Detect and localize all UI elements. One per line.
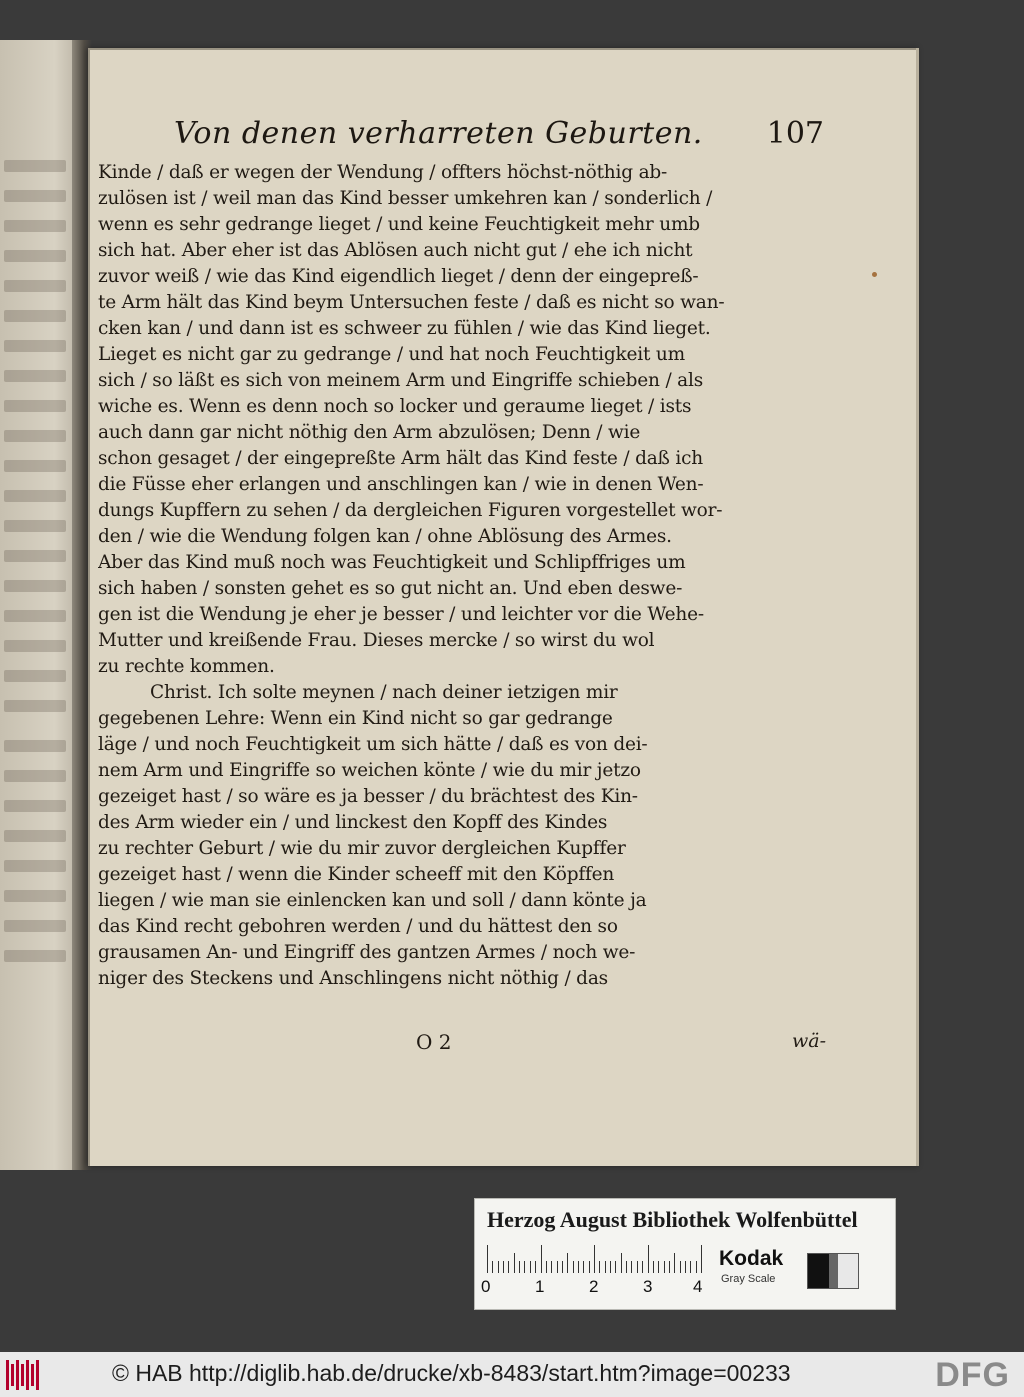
ruler-tick [583, 1261, 584, 1273]
ruler-tick [669, 1261, 670, 1273]
ruler-number: 4 [693, 1277, 703, 1296]
ruler-tick [535, 1261, 536, 1273]
text-line: die Füsse eher erlangen und anschlingen kan / wie in denen Wen- [98, 474, 704, 495]
ruler-tick [637, 1261, 638, 1273]
ruler-tick [664, 1261, 665, 1273]
ruler-tick [578, 1261, 579, 1273]
text-line: zulösen ist / weil man das Kind besser umkehren kan / sonderlich / [98, 188, 713, 209]
paper-spot [872, 272, 877, 277]
text-line: des Arm wieder ein / und linckest den Kopff des Kindes [98, 812, 608, 833]
ruler-number: 1 [535, 1277, 545, 1296]
ruler-tick [685, 1261, 686, 1273]
ruler-tick [653, 1261, 654, 1273]
text-line: cken kan / und dann ist es schweer zu fühlen / wie das Kind lieget. [98, 318, 711, 339]
ruler-tick [551, 1261, 552, 1273]
text-line: gegebenen Lehre: Wenn ein Kind nicht so gar gedrange [98, 708, 613, 729]
text-block [98, 160, 743, 992]
ruler-tick [492, 1261, 493, 1273]
library-name: Herzog August Bibliothek Wolfenbüttel [487, 1207, 858, 1232]
ruler-tick [690, 1261, 691, 1273]
ruler-tick [648, 1245, 649, 1273]
text-line: wiche es. Wenn es denn noch so locker und geraume lieget / ists [98, 396, 692, 417]
ruler-tick [599, 1261, 600, 1273]
text-line: dungs Kupffern zu sehen / da dergleichen Figuren vorgestellet wor- [98, 500, 723, 521]
ruler-tick [562, 1261, 563, 1273]
hab-logo-icon [6, 1360, 42, 1390]
gray-scale-label: Gray Scale [721, 1273, 776, 1285]
text-line: den / wie die Wendung folgen kan / ohne Ablösung des Armes. [98, 526, 672, 547]
ruler-tick [615, 1261, 616, 1273]
ruler-tick [530, 1261, 531, 1273]
ruler-tick [621, 1253, 622, 1273]
signature-mark: O 2 [416, 1030, 452, 1054]
text-line: läge / und noch Feuchtigkeit um sich hätte / daß es von dei- [98, 734, 648, 755]
ruler-tick [626, 1261, 627, 1273]
text-line: wenn es sehr gedrange lieget / und keine Feuchtigkeit mehr umb [98, 214, 700, 235]
text-line: zuvor weiß / wie das Kind eigendlich lieget / denn der eingepreß- [98, 266, 699, 287]
text-line: zu rechter Geburt / wie du mir zuvor dergleichen Kupffer [98, 838, 626, 859]
text-line: zu rechte kommen. [98, 656, 275, 677]
library-label [474, 1198, 896, 1310]
ruler-tick [487, 1245, 488, 1273]
ruler-tick [567, 1253, 568, 1273]
ruler-tick [642, 1261, 643, 1273]
running-title: Von denen verharreten Geburten. [174, 116, 703, 151]
ruler-number: 2 [589, 1277, 599, 1296]
ruler-number: 3 [643, 1277, 653, 1296]
text-line: Aber das Kind muß noch was Feuchtigkeit und Schlipffriges um [98, 552, 686, 573]
ruler-tick [696, 1261, 697, 1273]
ruler-tick [557, 1261, 558, 1273]
ruler-tick [519, 1261, 520, 1273]
text-line: niger des Steckens und Anschlingens nicht nöthig / das [98, 968, 608, 989]
catch-row [416, 1030, 826, 1060]
text-line: gezeiget hast / so wäre es ja besser / du brächtest des Kin- [98, 786, 638, 807]
ruler-number: 0 [481, 1277, 491, 1296]
footer-bar [0, 1352, 1024, 1397]
running-head [174, 110, 824, 160]
text-line: auch dann gar nicht nöthig den Arm abzulösen; Denn / wie [98, 422, 641, 443]
text-line: te Arm hält das Kind beym Untersuchen feste / daß es nicht so wan- [98, 292, 725, 313]
text-line: sich haben / sonsten gehet es so gut nicht an. Und eben deswe- [98, 578, 683, 599]
text-line: Lieget es nicht gar zu gedrange / und hat noch Feuchtigkeit um [98, 344, 685, 365]
gray-scale-swatch [807, 1253, 859, 1289]
ruler-tick [589, 1261, 590, 1273]
text-line: Christ. Ich solte meynen / nach deiner ietzigen mir [150, 682, 618, 703]
dfg-logo: DFG [935, 1356, 1010, 1394]
ruler-tick [631, 1261, 632, 1273]
ruler-tick [605, 1261, 606, 1273]
ruler-tick [680, 1261, 681, 1273]
ruler-tick [541, 1245, 542, 1273]
ruler-tick [594, 1245, 595, 1273]
text-line: das Kind recht gebohren werden / und du hättest den so [98, 916, 618, 937]
ruler-tick [674, 1253, 675, 1273]
text-line: gezeiget hast / wenn die Kinder scheeff mit den Köpffen [98, 864, 615, 885]
text-line: sich / so läßt es sich von meinem Arm und Eingriffe schieben / als [98, 370, 703, 391]
kodak-logo: Kodak [719, 1247, 784, 1270]
ruler-scale [487, 1243, 701, 1273]
text-line: grausamen An- und Eingriff des gantzen Armes / noch we- [98, 942, 636, 963]
text-line: liegen / wie man sie einlencken kan und soll / dann könte ja [98, 890, 647, 911]
ruler-tick [546, 1261, 547, 1273]
page-number: 107 [766, 116, 824, 151]
ruler-tick [498, 1261, 499, 1273]
text-line: Kinde / daß er wegen der Wendung / offters höchst-nöthig ab- [98, 162, 668, 183]
ruler-tick [514, 1253, 515, 1273]
ruler-numbers [481, 1277, 711, 1299]
ruler-tick [701, 1245, 702, 1273]
ruler-tick [503, 1261, 504, 1273]
copyright-link[interactable]: © HAB http://diglib.hab.de/drucke/xb-8483/start.htm?image=00233 [112, 1360, 791, 1386]
text-line: Mutter und kreißende Frau. Dieses mercke / so wirst du wol [98, 630, 655, 651]
text-line: gen ist die Wendung je eher je besser / und leichter vor die Wehe- [98, 604, 704, 625]
text-line: sich hat. Aber eher ist das Ablösen auch nicht gut / ehe ich nicht [98, 240, 693, 261]
ruler-tick [508, 1261, 509, 1273]
catchword: wä- [791, 1030, 826, 1052]
ruler-tick [658, 1261, 659, 1273]
text-line: schon gesaget / der eingepreßte Arm hält das Kind feste / daß ich [98, 448, 703, 469]
book-page [88, 48, 919, 1166]
text-line: nem Arm und Eingriffe so weichen könte / wie du mir jetzo [98, 760, 641, 781]
ruler-tick [524, 1261, 525, 1273]
ruler-tick [573, 1261, 574, 1273]
ruler-tick [610, 1261, 611, 1273]
left-page-edge [0, 40, 78, 1170]
